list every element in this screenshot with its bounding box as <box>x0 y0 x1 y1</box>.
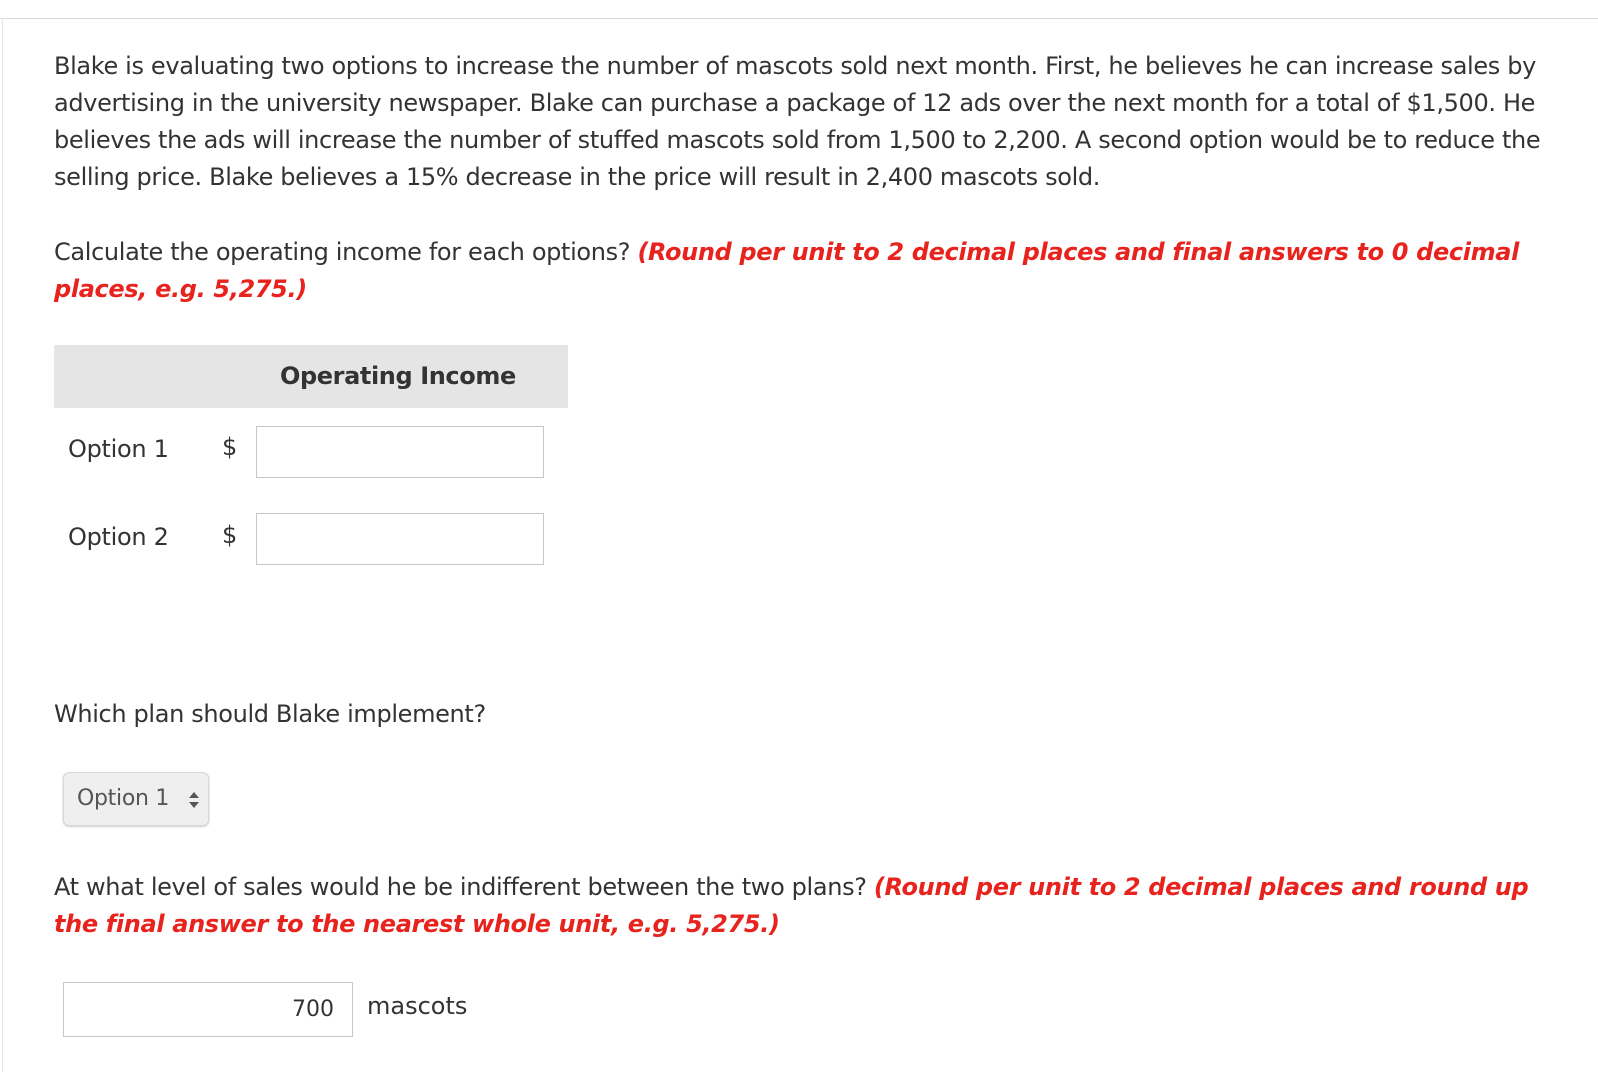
currency-symbol: $ <box>222 521 238 549</box>
table-header <box>54 345 568 408</box>
row-label-option-1: Option 1 <box>68 435 169 463</box>
plan-select-dropdown[interactable] <box>63 772 209 826</box>
question-prompt: Calculate the operating income for each options? <box>54 238 638 266</box>
selected-option: Option 1 <box>77 786 170 811</box>
option-1-income-input[interactable] <box>256 426 544 478</box>
row-label-option-2: Option 2 <box>68 523 169 551</box>
indifference-sales-input[interactable] <box>63 982 353 1037</box>
operating-income-table <box>54 345 568 408</box>
rounding-instruction: (Round per unit to 2 decimal places and final answers to 0 decimal places, e.g. 5,275.) <box>54 238 1520 303</box>
input-value: 700 <box>292 997 334 1022</box>
question-which-plan: Which plan should Blake implement? <box>54 700 486 728</box>
question-indifference <box>54 869 1554 943</box>
question-prompt: At what level of sales would he be indifferent between the two plans? <box>54 873 874 901</box>
up-down-chevron-icon <box>188 791 200 809</box>
question-operating-income <box>54 234 1554 308</box>
problem-scenario: Blake is evaluating two options to increase the number of mascots sold next month. First, he believes he can increase sales by advertising in the university newspaper. Blake can purchase a package of 12 ads over the next month for a total of $1,500. He believes the ads will increase the number of stuffed mascots sold from 1,500 to 2,200. A second option would be to reduce the selling price. Blake believes a 15% decrease in the price will result in 2,400 mascots sold. <box>54 52 1541 191</box>
rounding-instruction: (Round per unit to 2 decimal places and round up the final answer to the nearest whole unit, e.g. 5,275.) <box>54 873 1529 938</box>
top-divider <box>0 18 1598 19</box>
column-header-operating-income: Operating Income <box>280 362 516 390</box>
left-border <box>2 18 3 1072</box>
currency-symbol: $ <box>222 433 238 461</box>
unit-label: mascots <box>367 992 468 1020</box>
option-2-income-input[interactable] <box>256 513 544 565</box>
